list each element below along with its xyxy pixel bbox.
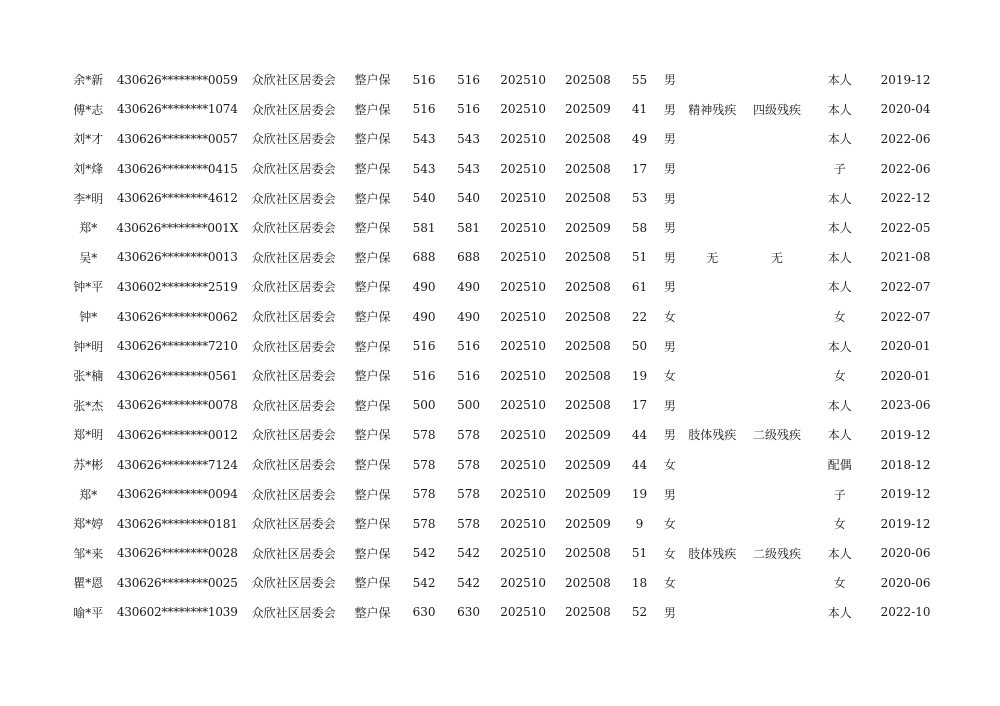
end-period-cell: 202508 xyxy=(564,191,611,206)
age-cell: 41 xyxy=(631,102,648,117)
date-cell: 2019-12 xyxy=(880,487,931,502)
table-row xyxy=(66,95,942,125)
disability-level-cell: 四级残疾 xyxy=(753,102,802,117)
sex-cell: 男 xyxy=(663,487,676,502)
disability-type-cell xyxy=(681,361,744,391)
age-cell: 58 xyxy=(631,220,648,235)
start-period-cell: 202510 xyxy=(500,131,547,146)
relation-cell: 本人 xyxy=(827,132,852,147)
relation-cell: 本人 xyxy=(827,280,852,295)
assistance-type-cell: 整户保 xyxy=(354,102,391,117)
assistance-type-cell: 整户保 xyxy=(354,398,391,413)
date-cell: 2020-01 xyxy=(880,368,931,383)
sex-cell: 女 xyxy=(663,546,676,561)
sex-cell: 男 xyxy=(663,191,676,206)
name-cell: 苏*彬 xyxy=(73,458,104,473)
table-row xyxy=(66,598,942,628)
amount-cell: 516 xyxy=(457,72,480,87)
end-period-cell: 202508 xyxy=(564,575,611,590)
table-row xyxy=(66,154,942,184)
organization-cell: 众欣社区居委会 xyxy=(251,221,336,236)
assistance-type-cell: 整户保 xyxy=(354,517,391,532)
relation-cell: 本人 xyxy=(827,428,852,443)
amount-cell: 543 xyxy=(412,131,436,146)
sex-cell: 男 xyxy=(663,221,676,236)
age-cell: 17 xyxy=(631,398,648,413)
assistance-type-cell: 整户保 xyxy=(354,339,391,354)
date-cell: 2019-12 xyxy=(880,72,931,87)
disability-level-cell: 无 xyxy=(771,250,784,265)
id-number-cell: 430626********0012 xyxy=(116,427,238,442)
age-cell: 53 xyxy=(631,191,648,206)
amount-cell: 542 xyxy=(412,546,436,561)
date-cell: 2022-06 xyxy=(880,161,931,176)
start-period-cell: 202510 xyxy=(500,575,547,590)
end-period-cell: 202508 xyxy=(564,605,611,620)
id-number-cell: 430602********1039 xyxy=(116,605,238,620)
date-cell: 2022-07 xyxy=(880,309,931,324)
disability-type-cell xyxy=(681,124,744,154)
disability-type-cell xyxy=(681,450,744,480)
start-period-cell: 202510 xyxy=(500,309,547,324)
disability-level-cell xyxy=(744,65,811,95)
amount-cell: 490 xyxy=(457,309,480,324)
name-cell: 李*明 xyxy=(73,191,104,206)
name-cell: 钟*明 xyxy=(73,339,104,354)
assistance-type-cell: 整户保 xyxy=(354,221,391,236)
date-cell: 2022-06 xyxy=(880,131,931,146)
table-row xyxy=(66,243,942,273)
organization-cell: 众欣社区居委会 xyxy=(251,280,336,295)
age-cell: 9 xyxy=(635,516,644,531)
start-period-cell: 202510 xyxy=(500,546,547,561)
disability-type-cell xyxy=(681,479,744,509)
sex-cell: 男 xyxy=(663,339,676,354)
relation-cell: 本人 xyxy=(827,102,852,117)
amount-cell: 543 xyxy=(457,161,480,176)
amount-cell: 630 xyxy=(412,605,436,620)
disability-type-cell: 肢体残疾 xyxy=(688,428,737,443)
organization-cell: 众欣社区居委会 xyxy=(251,310,336,325)
id-number-cell: 430626********0181 xyxy=(116,516,238,531)
amount-cell: 581 xyxy=(412,220,436,235)
disability-level-cell xyxy=(744,479,811,509)
table-row xyxy=(66,183,942,213)
disability-type-cell xyxy=(681,213,744,243)
name-cell: 郑*婷 xyxy=(73,517,104,532)
amount-cell: 630 xyxy=(457,605,480,620)
table-row xyxy=(66,302,942,332)
start-period-cell: 202510 xyxy=(500,605,547,620)
organization-cell: 众欣社区居委会 xyxy=(251,191,336,206)
id-number-cell: 430626********0013 xyxy=(116,250,238,265)
assistance-type-cell: 整户保 xyxy=(354,191,391,206)
name-cell: 郑* xyxy=(79,487,98,502)
relation-cell: 本人 xyxy=(827,398,852,413)
amount-cell: 578 xyxy=(412,427,436,442)
end-period-cell: 202508 xyxy=(564,368,611,383)
assistance-type-cell: 整户保 xyxy=(354,605,391,620)
relation-cell: 本人 xyxy=(827,191,852,206)
amount-cell: 543 xyxy=(457,131,480,146)
disability-type-cell xyxy=(681,272,744,302)
amount-cell: 500 xyxy=(412,398,436,413)
assistance-type-cell: 整户保 xyxy=(354,132,391,147)
amount-cell: 578 xyxy=(412,487,436,502)
start-period-cell: 202510 xyxy=(500,72,547,87)
amount-cell: 688 xyxy=(457,250,480,265)
sex-cell: 男 xyxy=(663,162,676,177)
date-cell: 2019-12 xyxy=(880,427,931,442)
organization-cell: 众欣社区居委会 xyxy=(251,605,336,620)
disability-type-cell xyxy=(681,568,744,598)
name-cell: 余*新 xyxy=(73,73,104,88)
name-cell: 张*楠 xyxy=(73,369,104,384)
table-row xyxy=(66,361,942,391)
assistance-type-cell: 整户保 xyxy=(354,250,391,265)
end-period-cell: 202509 xyxy=(564,427,611,442)
sex-cell: 男 xyxy=(663,250,676,265)
amount-cell: 578 xyxy=(412,516,436,531)
start-period-cell: 202510 xyxy=(500,398,547,413)
name-cell: 郑* xyxy=(79,221,98,236)
age-cell: 17 xyxy=(631,161,648,176)
assistance-type-cell: 整户保 xyxy=(354,280,391,295)
age-cell: 49 xyxy=(631,131,648,146)
disability-level-cell xyxy=(744,391,811,421)
relation-cell: 本人 xyxy=(827,73,852,88)
organization-cell: 众欣社区居委会 xyxy=(251,517,336,532)
disability-type-cell xyxy=(681,331,744,361)
sex-cell: 男 xyxy=(663,398,676,413)
disability-level-cell: 二级残疾 xyxy=(753,546,802,561)
relation-cell: 子 xyxy=(833,487,846,502)
amount-cell: 578 xyxy=(457,427,480,442)
amount-cell: 581 xyxy=(457,220,480,235)
table-row xyxy=(66,509,942,539)
relation-cell: 女 xyxy=(833,369,846,384)
disability-type-cell: 无 xyxy=(706,250,719,265)
start-period-cell: 202510 xyxy=(500,457,547,472)
end-period-cell: 202508 xyxy=(564,339,611,354)
table-row xyxy=(66,391,942,421)
assistance-type-cell: 整户保 xyxy=(354,369,391,384)
end-period-cell: 202508 xyxy=(564,250,611,265)
end-period-cell: 202508 xyxy=(564,398,611,413)
end-period-cell: 202509 xyxy=(564,457,611,472)
name-cell: 瞿*恩 xyxy=(73,576,104,591)
date-cell: 2018-12 xyxy=(880,457,931,472)
name-cell: 钟* xyxy=(79,310,98,325)
organization-cell: 众欣社区居委会 xyxy=(251,132,336,147)
end-period-cell: 202509 xyxy=(564,516,611,531)
age-cell: 44 xyxy=(631,427,648,442)
relation-cell: 本人 xyxy=(827,605,852,620)
organization-cell: 众欣社区居委会 xyxy=(251,102,336,117)
start-period-cell: 202510 xyxy=(500,368,547,383)
date-cell: 2020-01 xyxy=(880,339,931,354)
assistance-type-cell: 整户保 xyxy=(354,487,391,502)
age-cell: 52 xyxy=(631,605,648,620)
assistance-type-cell: 整户保 xyxy=(354,428,391,443)
organization-cell: 众欣社区居委会 xyxy=(251,546,336,561)
amount-cell: 578 xyxy=(412,457,436,472)
amount-cell: 516 xyxy=(457,102,480,117)
id-number-cell: 430626********0059 xyxy=(116,72,238,87)
id-number-cell: 430626********0057 xyxy=(116,131,238,146)
name-cell: 张*杰 xyxy=(73,398,104,413)
date-cell: 2022-07 xyxy=(880,279,931,294)
start-period-cell: 202510 xyxy=(500,339,547,354)
id-number-cell: 430626********7210 xyxy=(116,339,238,354)
date-cell: 2022-10 xyxy=(880,605,931,620)
disability-level-cell xyxy=(744,272,811,302)
organization-cell: 众欣社区居委会 xyxy=(251,339,336,354)
name-cell: 喻*平 xyxy=(73,605,104,620)
name-cell: 钟*平 xyxy=(73,280,104,295)
sex-cell: 女 xyxy=(663,517,676,532)
disability-type-cell xyxy=(681,391,744,421)
date-cell: 2022-05 xyxy=(880,220,931,235)
assistance-type-cell: 整户保 xyxy=(354,73,391,88)
amount-cell: 490 xyxy=(412,279,436,294)
id-number-cell: 430626********0078 xyxy=(116,398,238,413)
amount-cell: 542 xyxy=(457,546,480,561)
table-row xyxy=(66,450,942,480)
name-cell: 吴* xyxy=(79,250,98,265)
sex-cell: 女 xyxy=(663,369,676,384)
end-period-cell: 202508 xyxy=(564,279,611,294)
age-cell: 19 xyxy=(631,368,648,383)
relation-cell: 女 xyxy=(833,576,846,591)
organization-cell: 众欣社区居委会 xyxy=(251,250,336,265)
sex-cell: 女 xyxy=(663,458,676,473)
start-period-cell: 202510 xyxy=(500,487,547,502)
table-row xyxy=(66,479,942,509)
date-cell: 2020-06 xyxy=(880,575,931,590)
table-row xyxy=(66,568,942,598)
disability-level-cell xyxy=(744,509,811,539)
disability-type-cell xyxy=(681,65,744,95)
amount-cell: 490 xyxy=(457,279,480,294)
assistance-type-cell: 整户保 xyxy=(354,576,391,591)
table-row xyxy=(66,539,942,569)
id-number-cell: 430626********0025 xyxy=(116,575,238,590)
amount-cell: 542 xyxy=(457,575,480,590)
amount-cell: 542 xyxy=(412,575,436,590)
start-period-cell: 202510 xyxy=(500,220,547,235)
disability-type-cell: 精神残疾 xyxy=(688,102,737,117)
amount-cell: 578 xyxy=(457,487,480,502)
start-period-cell: 202510 xyxy=(500,516,547,531)
amount-cell: 516 xyxy=(412,102,436,117)
id-number-cell: 430626********0028 xyxy=(116,546,238,561)
id-number-cell: 430626********4612 xyxy=(116,191,238,206)
table-row xyxy=(66,420,942,450)
age-cell: 19 xyxy=(631,487,648,502)
disability-type-cell xyxy=(681,302,744,332)
relation-cell: 本人 xyxy=(827,339,852,354)
organization-cell: 众欣社区居委会 xyxy=(251,576,336,591)
organization-cell: 众欣社区居委会 xyxy=(251,487,336,502)
age-cell: 51 xyxy=(631,250,648,265)
relation-cell: 本人 xyxy=(827,221,852,236)
disability-level-cell xyxy=(744,598,811,628)
disability-level-cell xyxy=(744,302,811,332)
amount-cell: 516 xyxy=(457,368,480,383)
relation-cell: 女 xyxy=(833,310,846,325)
disability-type-cell: 肢体残疾 xyxy=(688,546,737,561)
id-number-cell: 430626********0415 xyxy=(116,161,238,176)
disability-type-cell xyxy=(681,509,744,539)
amount-cell: 516 xyxy=(457,339,480,354)
date-cell: 2023-06 xyxy=(880,398,931,413)
name-cell: 刘*烽 xyxy=(73,162,104,177)
disability-level-cell xyxy=(744,154,811,184)
name-cell: 傅*志 xyxy=(73,102,104,117)
id-number-cell: 430626********1074 xyxy=(116,102,238,117)
sex-cell: 男 xyxy=(663,428,676,443)
amount-cell: 578 xyxy=(457,457,480,472)
start-period-cell: 202510 xyxy=(500,279,547,294)
assistance-type-cell: 整户保 xyxy=(354,458,391,473)
date-cell: 2019-12 xyxy=(880,516,931,531)
disability-level-cell xyxy=(744,568,811,598)
sex-cell: 男 xyxy=(663,73,676,88)
organization-cell: 众欣社区居委会 xyxy=(251,428,336,443)
start-period-cell: 202510 xyxy=(500,191,547,206)
age-cell: 22 xyxy=(631,309,648,324)
amount-cell: 543 xyxy=(412,161,436,176)
disability-level-cell xyxy=(744,124,811,154)
date-cell: 2021-08 xyxy=(880,250,931,265)
sex-cell: 女 xyxy=(663,576,676,591)
disability-level-cell xyxy=(744,361,811,391)
id-number-cell: 430626********0094 xyxy=(116,487,238,502)
id-number-cell: 430626********001X xyxy=(116,220,239,235)
amount-cell: 688 xyxy=(412,250,436,265)
name-cell: 郑*明 xyxy=(73,428,104,443)
start-period-cell: 202510 xyxy=(500,161,547,176)
end-period-cell: 202508 xyxy=(564,546,611,561)
disability-type-cell xyxy=(681,598,744,628)
sex-cell: 女 xyxy=(663,310,676,325)
date-cell: 2020-06 xyxy=(880,546,931,561)
table-row xyxy=(66,124,942,154)
amount-cell: 578 xyxy=(457,516,480,531)
organization-cell: 众欣社区居委会 xyxy=(251,369,336,384)
disability-type-cell xyxy=(681,154,744,184)
relation-cell: 本人 xyxy=(827,546,852,561)
amount-cell: 540 xyxy=(457,191,480,206)
relation-cell: 本人 xyxy=(827,250,852,265)
name-cell: 刘*才 xyxy=(73,132,104,147)
end-period-cell: 202509 xyxy=(564,487,611,502)
assistance-type-cell: 整户保 xyxy=(354,310,391,325)
age-cell: 44 xyxy=(631,457,648,472)
amount-cell: 490 xyxy=(412,309,436,324)
table-row xyxy=(66,331,942,361)
relation-cell: 配偶 xyxy=(827,458,852,473)
end-period-cell: 202509 xyxy=(564,102,611,117)
name-cell: 邹*来 xyxy=(73,546,104,561)
start-period-cell: 202510 xyxy=(500,427,547,442)
age-cell: 55 xyxy=(631,72,648,87)
start-period-cell: 202510 xyxy=(500,102,547,117)
relation-cell: 女 xyxy=(833,517,846,532)
date-cell: 2020-04 xyxy=(880,102,931,117)
amount-cell: 500 xyxy=(457,398,480,413)
end-period-cell: 202508 xyxy=(564,72,611,87)
age-cell: 50 xyxy=(631,339,648,354)
assistance-type-cell: 整户保 xyxy=(354,546,391,561)
table-row xyxy=(66,65,942,95)
amount-cell: 540 xyxy=(412,191,436,206)
id-number-cell: 430602********2519 xyxy=(116,279,238,294)
organization-cell: 众欣社区居委会 xyxy=(251,73,336,88)
sex-cell: 男 xyxy=(663,102,676,117)
end-period-cell: 202509 xyxy=(564,220,611,235)
disability-type-cell xyxy=(681,183,744,213)
relation-cell: 子 xyxy=(833,162,846,177)
organization-cell: 众欣社区居委会 xyxy=(251,398,336,413)
age-cell: 18 xyxy=(631,575,648,590)
end-period-cell: 202508 xyxy=(564,161,611,176)
organization-cell: 众欣社区居委会 xyxy=(251,458,336,473)
roster-table xyxy=(66,65,942,627)
sex-cell: 男 xyxy=(663,280,676,295)
date-cell: 2022-12 xyxy=(880,191,931,206)
amount-cell: 516 xyxy=(412,72,436,87)
start-period-cell: 202510 xyxy=(500,250,547,265)
id-number-cell: 430626********7124 xyxy=(116,457,238,472)
age-cell: 61 xyxy=(631,279,648,294)
disability-level-cell xyxy=(744,331,811,361)
amount-cell: 516 xyxy=(412,339,436,354)
sex-cell: 男 xyxy=(663,605,676,620)
table-row xyxy=(66,213,942,243)
organization-cell: 众欣社区居委会 xyxy=(251,162,336,177)
id-number-cell: 430626********0062 xyxy=(116,309,238,324)
assistance-type-cell: 整户保 xyxy=(354,162,391,177)
disability-level-cell: 二级残疾 xyxy=(753,428,802,443)
sex-cell: 男 xyxy=(663,132,676,147)
id-number-cell: 430626********0561 xyxy=(116,368,238,383)
disability-level-cell xyxy=(744,183,811,213)
disability-level-cell xyxy=(744,213,811,243)
roster-table-body xyxy=(66,65,942,627)
amount-cell: 516 xyxy=(412,368,436,383)
age-cell: 51 xyxy=(631,546,648,561)
end-period-cell: 202508 xyxy=(564,131,611,146)
table-row xyxy=(66,272,942,302)
end-period-cell: 202508 xyxy=(564,309,611,324)
disability-level-cell xyxy=(744,450,811,480)
